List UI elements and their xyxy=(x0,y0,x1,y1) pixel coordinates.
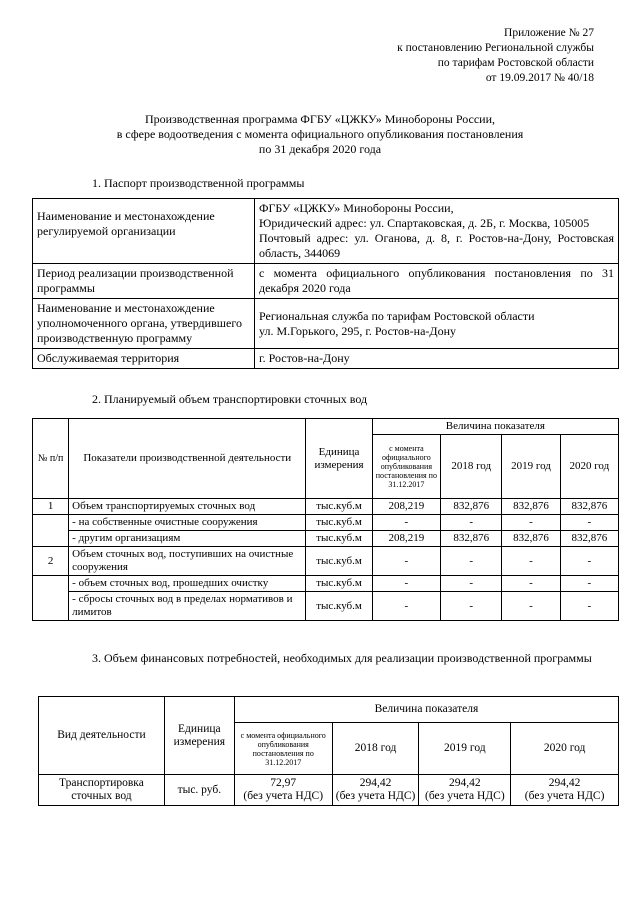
row-name: - объем сточных вод, прошедших очистку xyxy=(69,576,306,592)
table-row xyxy=(33,531,619,547)
passport-table xyxy=(32,198,619,369)
value-amount: 294,42 xyxy=(548,777,581,789)
passport-value-line: Региональная служба по тарифам Ростовской области xyxy=(259,308,535,323)
row-value: - xyxy=(502,515,560,531)
table-row xyxy=(33,199,619,264)
row-value: - xyxy=(372,515,440,531)
table-row xyxy=(33,349,619,369)
appendix-line: от 19.09.2017 № 40/18 xyxy=(485,72,594,84)
row-value: - xyxy=(560,515,618,531)
row-unit: тыс.куб.м xyxy=(306,499,372,515)
row-name: - сбросы сточных вод в пределах нормативов и лимитов xyxy=(69,592,306,621)
value-amount: 294,42 xyxy=(359,777,392,789)
row-unit: тыс.куб.м xyxy=(306,547,372,576)
row-value: - xyxy=(502,576,560,592)
value-note: (без учета НДС) xyxy=(335,790,416,802)
value-amount: 294,42 xyxy=(449,777,481,789)
row-value xyxy=(419,775,511,806)
row-num xyxy=(33,576,69,621)
passport-value: с момента официального опубликования постановления по 31 декабря 2020 года xyxy=(255,264,619,299)
appendix-line: к постановлению Региональной службы xyxy=(397,42,594,54)
row-value: - xyxy=(441,547,502,576)
passport-value xyxy=(255,299,619,349)
row-value: 832,876 xyxy=(502,531,560,547)
title-line: в сфере водоотведения с момента официального опубликования постановления xyxy=(116,127,524,141)
table-row xyxy=(33,576,619,592)
row-name: Объем транспортируемых сточных вод xyxy=(69,499,306,515)
column-header-unit: Единица измерения xyxy=(164,697,234,775)
appendix-line: по тарифам Ростовской области xyxy=(437,57,594,69)
title-line: Производственная программа ФГБУ «ЦЖКУ» Минобороны России, xyxy=(144,112,496,126)
row-name: - другим организациям xyxy=(69,531,306,547)
column-header-period: 2019 год xyxy=(419,723,511,775)
row-value: - xyxy=(502,547,560,576)
table-row xyxy=(33,499,619,515)
row-num: 2 xyxy=(33,547,69,576)
passport-label: Наименование и местонахождение регулируемой организации xyxy=(33,199,255,264)
column-header-value: Величина показателя xyxy=(234,697,618,723)
column-header-indicator: Показатели производственной деятельности xyxy=(69,419,306,499)
value-amount: 72,97 xyxy=(270,777,297,789)
row-value: 832,876 xyxy=(560,499,618,515)
table-row xyxy=(33,299,619,349)
row-value: 208,219 xyxy=(372,531,440,547)
row-value: - xyxy=(441,592,502,621)
column-header-num: № п/п xyxy=(33,419,69,499)
row-value: - xyxy=(560,576,618,592)
table-row xyxy=(39,775,619,806)
row-unit: тыс.куб.м xyxy=(306,531,372,547)
row-value: - xyxy=(502,592,560,621)
row-value: - xyxy=(560,592,618,621)
passport-value-line: ул. М.Горького, 295, г. Ростов-на-Дону xyxy=(259,323,456,338)
row-name: Объем сточных вод, поступивших на очистные сооружения xyxy=(69,547,306,576)
finance-table xyxy=(38,696,619,806)
section2-heading: 2. Планируемый объем транспортировки сточных вод xyxy=(92,392,368,406)
section3-heading: 3. Объем финансовых потребностей, необходимых для реализации производственной программы xyxy=(92,651,592,665)
title-line: по 31 декабря 2020 года xyxy=(258,142,382,156)
appendix-line: Приложение № 27 xyxy=(504,27,594,39)
row-value: - xyxy=(560,547,618,576)
document-title xyxy=(60,112,580,157)
passport-label: Наименование и местонахождение уполномоченного органа, утвердившего производственную программу xyxy=(33,299,255,349)
appendix-reference xyxy=(397,26,594,86)
column-header-period: 2018 год xyxy=(441,435,502,499)
row-value xyxy=(511,775,619,806)
row-value: 832,876 xyxy=(441,499,502,515)
row-unit: тыс.куб.м xyxy=(306,592,372,621)
column-header-period: 2018 год xyxy=(332,723,419,775)
row-value xyxy=(332,775,419,806)
table-header-row xyxy=(33,419,619,435)
table-header-row xyxy=(39,697,619,723)
column-header-period: 2020 год xyxy=(560,435,618,499)
row-num xyxy=(33,515,69,547)
row-value: 832,876 xyxy=(502,499,560,515)
row-value: - xyxy=(372,576,440,592)
table-row xyxy=(33,592,619,621)
value-note: (без учета НДС) xyxy=(425,790,505,802)
row-value: 208,219 xyxy=(372,499,440,515)
table-row xyxy=(33,264,619,299)
column-header-unit: Единица измерения xyxy=(306,419,372,499)
row-unit: тыс.куб.м xyxy=(306,576,372,592)
row-value: - xyxy=(372,547,440,576)
column-header-period: с момента официального опубликования постановления по 31.12.2017 xyxy=(372,435,440,499)
row-unit: тыс.куб.м xyxy=(306,515,372,531)
passport-value-line: Почтовый адрес: ул. Оганова, д. 8, г. Ростов-на-Дону, Ростовская область, 344069 xyxy=(259,231,614,260)
row-name: - на собственные очистные сооружения xyxy=(69,515,306,531)
table-row xyxy=(33,515,619,531)
section1-heading: 1. Паспорт производственной программы xyxy=(92,176,305,190)
row-value: 832,876 xyxy=(441,531,502,547)
row-value: 832,876 xyxy=(560,531,618,547)
column-header-period: 2020 год xyxy=(511,723,619,775)
row-value: - xyxy=(441,515,502,531)
passport-label: Обслуживаемая территория xyxy=(33,349,255,369)
passport-label: Период реализации производственной программы xyxy=(33,264,255,299)
column-header-period: с момента официального опубликования постановления по 31.12.2017 xyxy=(234,723,332,775)
value-note: (без учета НДС) xyxy=(524,790,605,802)
column-header-activity: Вид деятельности xyxy=(39,697,165,775)
column-header-period: 2019 год xyxy=(502,435,560,499)
row-num: 1 xyxy=(33,499,69,515)
value-note: (без учета НДС) xyxy=(243,790,324,802)
passport-value-line: ФГБУ «ЦЖКУ» Минобороны России, xyxy=(259,201,454,215)
column-header-value: Величина показателя xyxy=(372,419,618,435)
row-value xyxy=(234,775,332,806)
row-activity: Транспортировка сточных вод xyxy=(39,775,165,806)
row-unit: тыс. руб. xyxy=(164,775,234,806)
passport-value-line: Юридический адрес: ул. Спартаковская, д. 2Б, г. Москва, 105005 xyxy=(259,216,590,230)
table-row xyxy=(33,547,619,576)
row-value: - xyxy=(372,592,440,621)
passport-value xyxy=(255,199,619,264)
row-value: - xyxy=(441,576,502,592)
passport-value: г. Ростов-на-Дону xyxy=(255,349,619,369)
volume-table xyxy=(32,418,619,621)
